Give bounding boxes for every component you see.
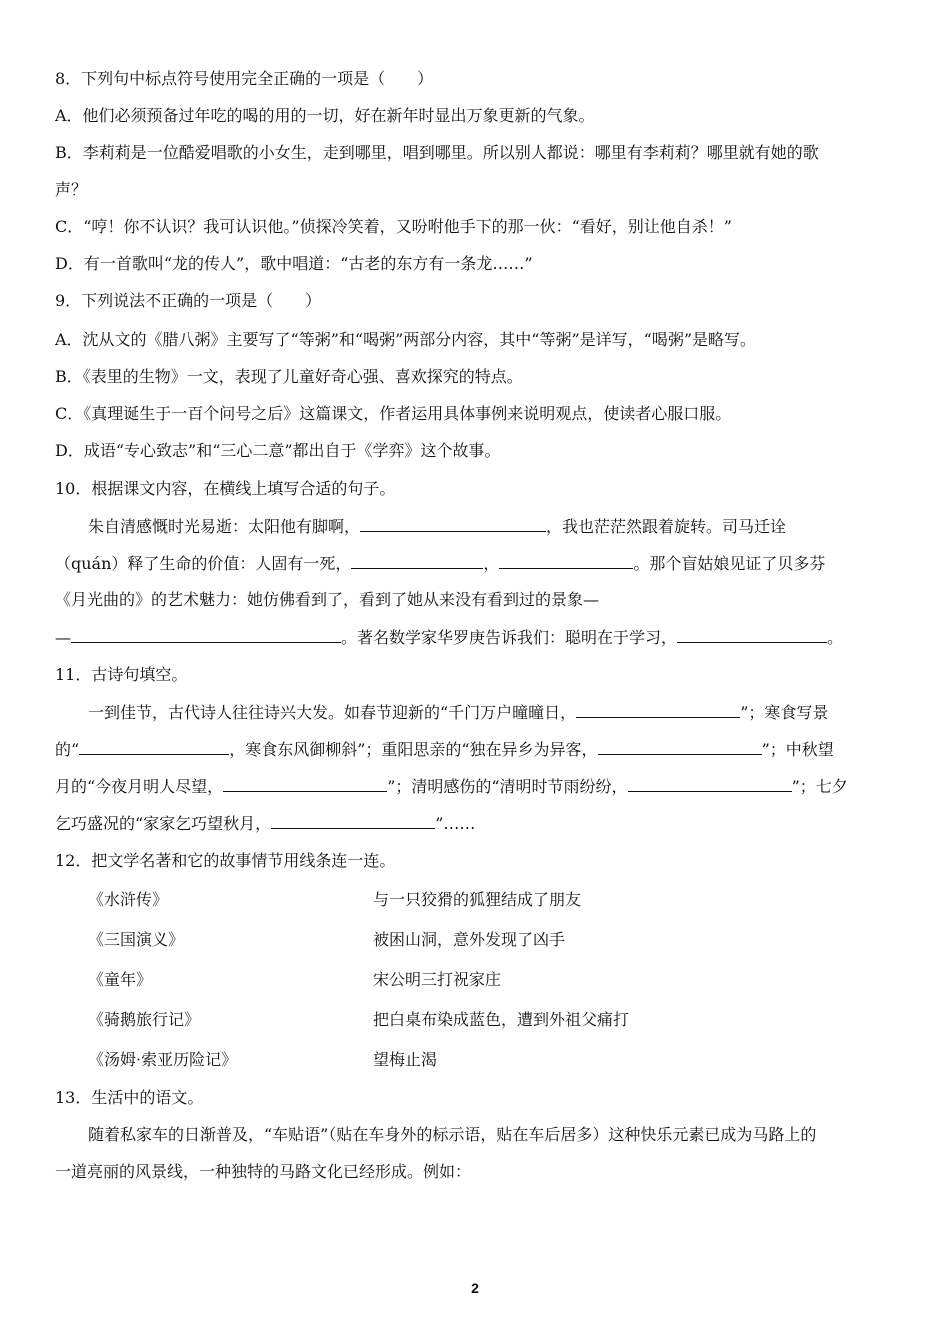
q11-text: ”…… (435, 814, 476, 833)
answer-blank[interactable] (351, 551, 483, 569)
q11-text: 月的“今夜月明人尽望， (55, 777, 224, 796)
q10-text: 。 (827, 628, 844, 647)
book-title[interactable]: 《三国演义》 (88, 930, 185, 949)
q9-option-b: B．《表里的生物》一文，表现了儿童好奇心强、喜欢探究的特点。 (55, 367, 523, 386)
q9-option-d: D．成语“专心致志”和“三心二意”都出自于《学弈》这个故事。 (55, 441, 501, 460)
plot-description[interactable]: 被困山洞，意外发现了凶手 (373, 930, 566, 949)
q10-text: 朱自清感慨时光易逝：太阳他有脚啊， (88, 517, 361, 536)
answer-blank[interactable] (223, 774, 387, 792)
q10-text: （quán）释了生命的价值：人固有一死， (55, 554, 352, 573)
answer-blank[interactable] (677, 625, 827, 643)
q13-paragraph-line2: 一道亮丽的风景线，一种独特的马路文化已经形成。例如： (55, 1162, 472, 1181)
plot-description[interactable]: 把白桌布染成蓝色，遭到外祖父痛打 (373, 1010, 630, 1029)
book-title[interactable]: 《童年》 (88, 970, 153, 989)
answer-blank[interactable] (598, 737, 762, 755)
match-row (0, 888, 950, 912)
match-row (0, 1008, 950, 1032)
q11-text: ”；中秋望 (761, 740, 834, 759)
q12-stem: 12．把文学名著和它的故事情节用线条连一连。 (55, 851, 396, 870)
q10-text: 。著名数学家华罗庚告诉我们：聪明在于学习， (341, 628, 678, 647)
q10-text: 。那个盲姑娘见证了贝多芬 (633, 554, 826, 573)
plot-description[interactable]: 望梅止渴 (373, 1050, 438, 1069)
q11-stem: 11．古诗句填空。 (55, 665, 188, 684)
q11-line3 (55, 774, 895, 798)
answer-blank[interactable] (576, 700, 740, 718)
q13-stem: 13．生活中的语文。 (55, 1088, 204, 1107)
q10-text: ， (483, 554, 500, 573)
book-title[interactable]: 《汤姆·索亚历险记》 (88, 1050, 238, 1069)
q9-option-c: C．《真理诞生于一百个问号之后》这篇课文，作者运用具体事例来说明观点，使读者心服口服。 (55, 404, 732, 423)
q8-stem: 8．下列句中标点符号使用完全正确的一项是（ ） (55, 69, 434, 88)
q11-text: ”；七夕 (791, 777, 848, 796)
q8-option-d: D．有一首歌叫“龙的传人”，歌中唱道：“古老的东方有一条龙……” (55, 254, 533, 273)
q8-option-c: C．“哼！你不认识？我可认识他。”侦探冷笑着，又吩咐他手下的那一伙：“看好，别让他自杀！” (55, 217, 732, 236)
q9-stem: 9．下列说法不正确的一项是（ ） (55, 291, 322, 310)
book-title[interactable]: 《水浒传》 (88, 890, 169, 909)
q11-text: 乞巧盛况的“家家乞巧望秋月， (55, 814, 272, 833)
q10-text: — (55, 628, 71, 647)
plot-description[interactable]: 与一只狡猾的狐狸结成了朋友 (373, 890, 582, 909)
page-number: 2 (471, 1280, 479, 1296)
q10-stem: 10．根据课文内容，在横线上填写合适的句子。 (55, 479, 396, 498)
q11-text: ”；寒食写景 (740, 703, 829, 722)
q8-option-a: A．他们必须预备过年吃的喝的用的一切，好在新年时显出万象更新的气象。 (55, 106, 595, 125)
q13-paragraph-line1: 随着私家车的日渐普及，“车贴语”（贴在车身外的标示语，贴在车后居多）这种快乐元素已成为马路上的 (88, 1125, 817, 1144)
q11-line4 (55, 811, 895, 835)
q10-text: ，我也茫茫然跟着旋转。司马迁诠 (546, 517, 787, 536)
q11-text: ”；清明感伤的“清明时节雨纷纷， (387, 777, 628, 796)
q10-line3: 《月光曲的》的艺术魅力：她仿佛看到了，看到了她从来没有看到过的景象— (55, 590, 600, 609)
plot-description[interactable]: 宋公明三打祝家庄 (373, 970, 502, 989)
q11-line2 (55, 737, 895, 761)
q10-line2 (55, 551, 895, 575)
match-row (0, 1048, 950, 1072)
q10-line1 (88, 514, 895, 538)
q9-option-a: A．沈从文的《腊八粥》主要写了“等粥”和“喝粥”两部分内容，其中“等粥”是详写，“喝粥”是略写。 (55, 330, 756, 349)
answer-blank[interactable] (79, 737, 229, 755)
answer-blank[interactable] (71, 625, 341, 643)
answer-blank[interactable] (360, 514, 546, 532)
q11-line1 (88, 700, 895, 724)
q8-option-b-line1: B．李莉莉是一位酷爱唱歌的小女生，走到哪里，唱到哪里。所以别人都说：哪里有李莉莉？哪里就有她的歌 (55, 143, 819, 162)
match-row (0, 968, 950, 992)
q11-text: 一到佳节，古代诗人往往诗兴大发。如春节迎新的“千门万户曈曈日， (88, 703, 577, 722)
q11-text: 的“ (55, 740, 80, 759)
answer-blank[interactable] (628, 774, 792, 792)
q10-line4 (55, 625, 895, 649)
answer-blank[interactable] (499, 551, 633, 569)
answer-blank[interactable] (271, 811, 435, 829)
q11-text: ，寒食东风御柳斜”；重阳思亲的“独在异乡为异客， (229, 740, 598, 759)
q8-option-b-line2: 声？ (55, 180, 88, 199)
match-row (0, 928, 950, 952)
book-title[interactable]: 《骑鹅旅行记》 (88, 1010, 201, 1029)
